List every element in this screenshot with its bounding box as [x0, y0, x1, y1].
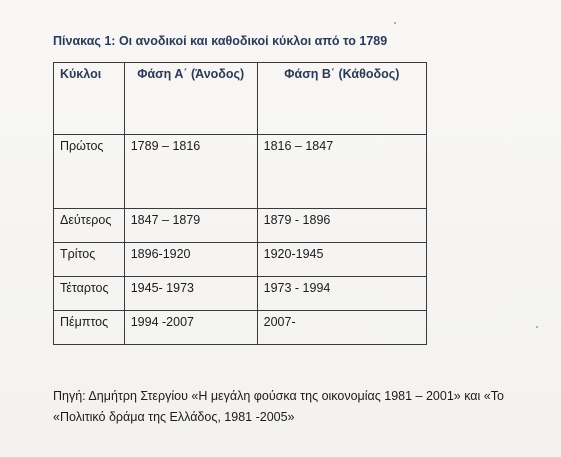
- source-line-1: Πηγή: Δημήτρη Στεργίου «Η μεγάλη φούσκα της οικονομίας 1981 – 2001» και «Το: [53, 389, 504, 403]
- source-line-2: «Πολιτικό δράμα της Ελλάδος, 1981 -2005»: [53, 410, 295, 424]
- cycle-cell: Πέμπτος: [54, 311, 125, 345]
- table-row: [54, 277, 427, 311]
- phase-b-cell: 1920-1945: [257, 243, 426, 277]
- cycle-cell: Τέταρτος: [54, 277, 125, 311]
- cycle-cell: Πρώτος: [54, 135, 125, 209]
- phase-a-cell: 1847 – 1879: [124, 209, 257, 243]
- header-phase-b: Φάση Β΄ (Κάθοδος): [257, 63, 426, 135]
- table-row: [54, 135, 427, 209]
- phase-b-cell: 1973 - 1994: [257, 277, 426, 311]
- table-row: [54, 243, 427, 277]
- caption-text: Οι ανοδικοί και καθοδικοί κύκλοι από το 1789: [115, 34, 388, 48]
- table-row: [54, 209, 427, 243]
- table-caption: [53, 34, 387, 48]
- scan-speck: [536, 326, 538, 328]
- phase-b-cell: 1879 - 1896: [257, 209, 426, 243]
- phase-b-cell: 2007-: [257, 311, 426, 345]
- cycle-cell: Δεύτερος: [54, 209, 125, 243]
- caption-label: Πίνακας 1:: [53, 34, 116, 48]
- cycles-table: [53, 62, 427, 345]
- header-cycles: Κύκλοι: [54, 63, 125, 135]
- phase-a-cell: 1789 – 1816: [124, 135, 257, 209]
- phase-a-cell: 1994 -2007: [124, 311, 257, 345]
- table-row: [54, 311, 427, 345]
- table-header-row: [54, 63, 427, 135]
- source-note: [53, 386, 504, 428]
- header-phase-a: Φάση Α΄ (Άνοδος): [124, 63, 257, 135]
- cycle-cell: Τρίτος: [54, 243, 125, 277]
- scan-speck: [394, 22, 396, 24]
- phase-a-cell: 1945- 1973: [124, 277, 257, 311]
- phase-b-cell: 1816 – 1847: [257, 135, 426, 209]
- phase-a-cell: 1896-1920: [124, 243, 257, 277]
